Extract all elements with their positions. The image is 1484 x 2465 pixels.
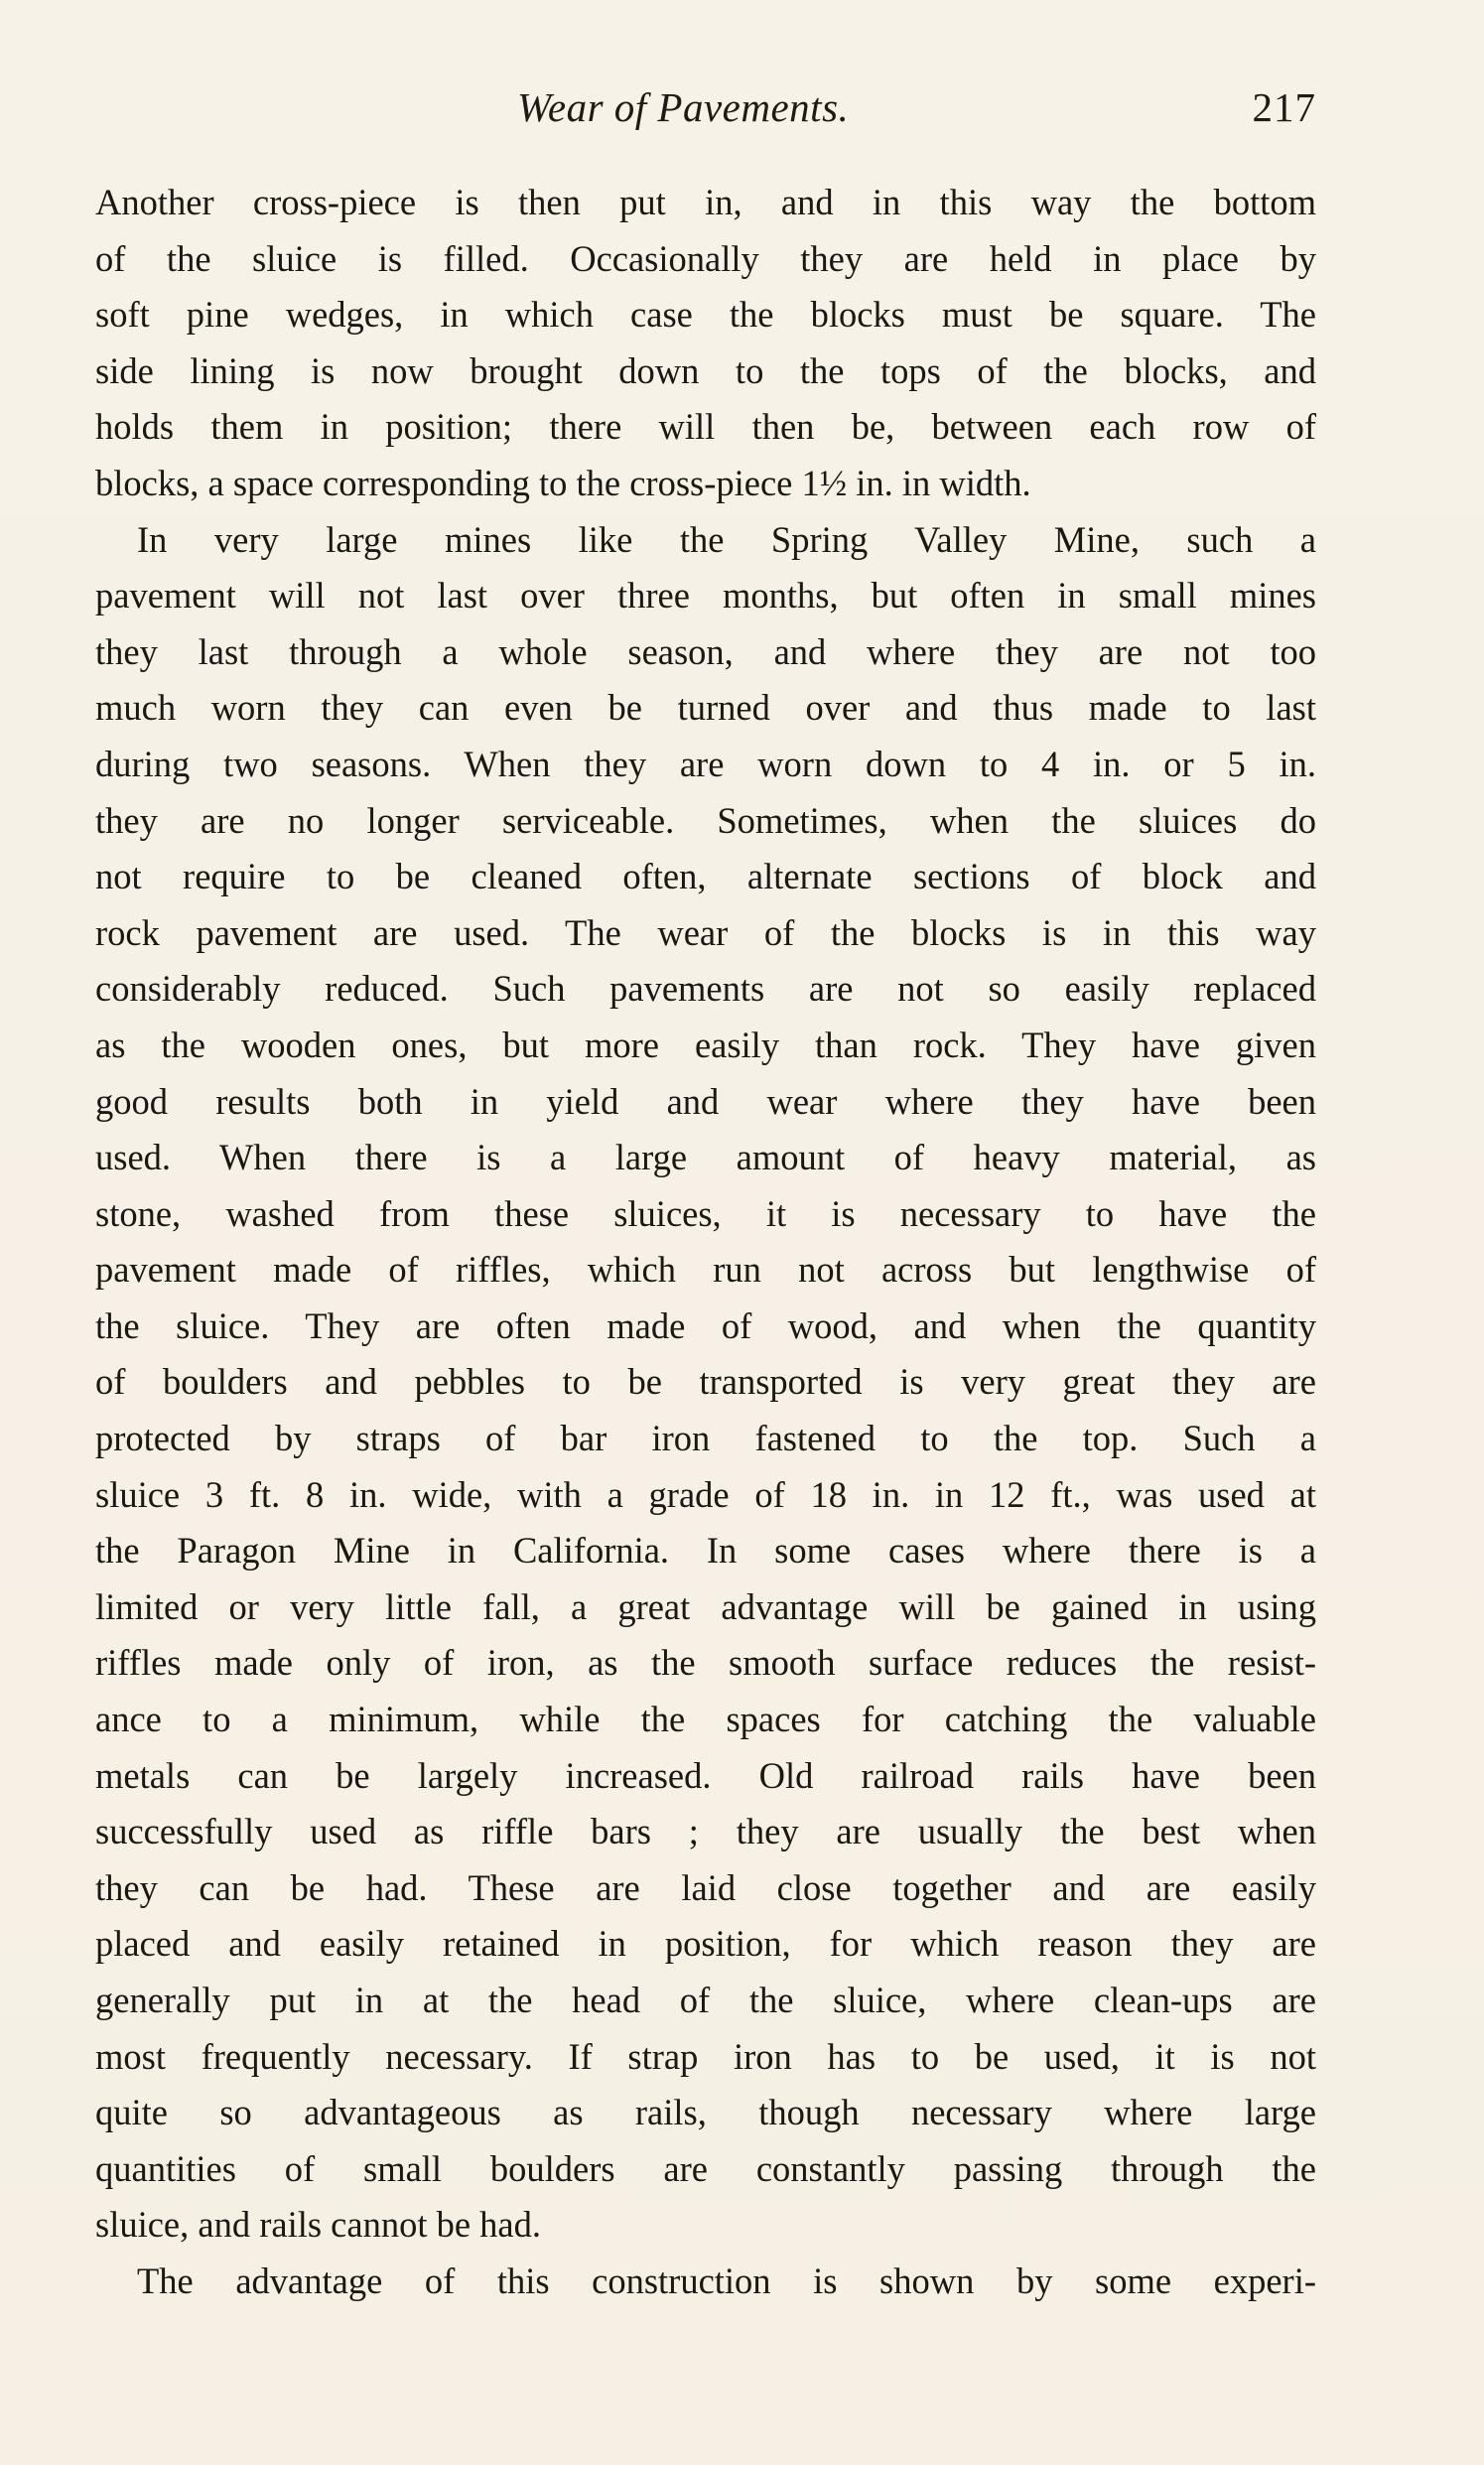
text-line: metals can be largely increased. Old railroad rails have been [95, 1754, 1316, 1796]
text-line: pavement made of riffles, which run not across but lengthwise of [95, 1249, 1316, 1291]
text-line: they last through a whole season, and where they are not too [95, 630, 1316, 672]
text-line: sluice, and rails cannot be had. [95, 2204, 541, 2246]
text-line: sluice 3 ft. 8 in. wide, with a grade of 18 in. in 12 ft., was used at [95, 1473, 1316, 1515]
text-line: In very large mines like the Spring Valley Mine, such a [137, 518, 1316, 560]
text-line: the Paragon Mine in California. In some cases where there is a [95, 1530, 1316, 1572]
text-line: riffles made only of iron, as the smooth surface reduces the resist- [95, 1642, 1316, 1684]
body-text [95, 175, 1316, 2310]
text-line: most frequently necessary. If strap iron has to be used, it is not [95, 2035, 1316, 2077]
text-line: of the sluice is filled. Occasionally they are held in place by [95, 237, 1316, 279]
text-line: good results both in yield and wear where they have been [95, 1080, 1316, 1122]
text-line: pavement will not last over three months, but often in small mines [95, 575, 1316, 616]
text-line: protected by straps of bar iron fastened to the top. Such a [95, 1418, 1316, 1459]
text-line: Another cross-piece is then put in, and in this way the bottom [95, 182, 1316, 222]
running-head [95, 83, 1316, 143]
text-line: soft pine wedges, in which case the blocks must be square. The [95, 294, 1316, 336]
text-line: they can be had. These are laid close together and are easily [95, 1866, 1316, 1908]
text-line: rock pavement are used. The wear of the blocks is in this way [95, 911, 1316, 953]
text-line: of boulders and pebbles to be transported is very great they are [95, 1361, 1316, 1403]
text-line: stone, washed from these sluices, it is necessary to have the [95, 1192, 1316, 1234]
text-line: side lining is now brought down to the tops of the blocks, and [95, 349, 1316, 391]
text-line: during two seasons. When they are worn down to 4 in. or 5 in. [95, 743, 1316, 784]
text-line: quantities of small boulders are constantly passing through the [95, 2147, 1316, 2189]
text-line: quite so advantageous as rails, though necessary where large [95, 2092, 1316, 2133]
text-line: as the wooden ones, but more easily than rock. They have given [95, 1024, 1316, 1065]
text-line: the sluice. They are often made of wood, and when the quantity [95, 1304, 1316, 1346]
text-line: holds them in position; there will then be, between each row of [95, 406, 1316, 448]
text-line: generally put in at the head of the sluice, where clean-ups are [95, 1980, 1316, 2020]
text-line: used. When there is a large amount of heavy material, as [95, 1137, 1316, 1178]
text-line: limited or very little fall, a great advantage will be gained in using [95, 1585, 1316, 1627]
text-line: The advantage of this construction is shown by some experi- [137, 2260, 1316, 2301]
text-line: much worn they can even be turned over and thus made to last [95, 687, 1316, 729]
text-line: placed and easily retained in position, for which reason they are [95, 1923, 1316, 1965]
text-line: blocks, a space corresponding to the cross-piece 1½ in. in width. [95, 462, 1031, 503]
text-line: they are no longer serviceable. Sometimes, when the sluices do [95, 799, 1316, 841]
text-line: considerably reduced. Such pavements are not so easily replaced [95, 968, 1316, 1010]
text-line: not require to be cleaned often, alternate sections of block and [95, 856, 1316, 897]
text-line: successfully used as riffle bars ; they are usually the best when [95, 1811, 1316, 1852]
running-title: Wear of Pavements. [517, 84, 850, 130]
page-number: 217 [1252, 84, 1316, 130]
text-line: ance to a minimum, while the spaces for catching the valuable [95, 1699, 1316, 1740]
